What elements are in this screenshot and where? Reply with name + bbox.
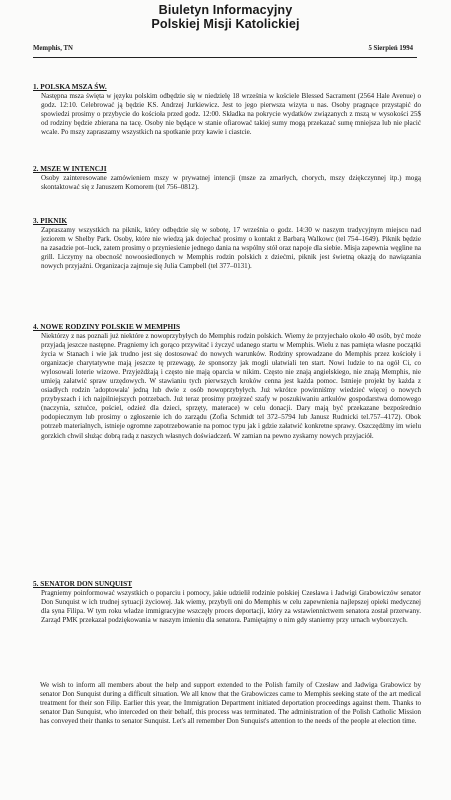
section-body: Pragniemy poinformować wszystkich o poparciu i pomocy, jakie udzielił rodzinie polskiej Czesława i Jadwigi Grabowiczów senator Don Sunquist w ich trudnej sytuacji życiowej. Jak wiemy, przybyli oni do Memphis w celu zapewnienia najlepszej opieki medycznej dla syna Filipa. W tym roku władze immigracyjne wszczęły proces deportacji, który za wstawiennictwem senatora został przerwany. Zarząd PMK przekazał podziękowania w naszym imieniu dla senatora. Pamiętajmy o nim gdy staniemy przy urnach wyborczych. [41, 589, 421, 625]
section-piknik [33, 216, 421, 271]
masthead [0, 3, 451, 31]
section-msze-w-intencji [33, 164, 421, 192]
english-paragraph: We wish to inform all members about the help and support extended to the Polish family of Czesław and Jadwiga Grabowicz by senator Don Sunquist during a difficult situation. We all know that the Grabowiczes came to Memphis seeking state of the art medical treatment for their son Filip. Earlier this year, the Immigration Department initiated deportation proceedings against them. Thanks to senator Dan Sunquist, who interceded on their behalf, this process was terminated. The administration of the Polish Catholic Mission has conveyed their thanks to senator Sunquist. Let's all remember Don Sunquist's attention to the needs of the people at election time. [40, 681, 421, 726]
section-body: Niektórzy z nas poznali już niektóre z nowoprzybyłych do Memphis rodzin polskich. Wiemy że przyjechało około 40 osób, być może przyjadą jeszcze następne. Pragniemy ich gorąco przywitać i życzyć udanego startu w Memphis. Wielu z nas pamięta własne początki życia w Stanach i wie jak trudno jest się dostosować do nowych warunków. Rodziny sprowadzane do Memphis przez kościoły i organizacje charytatywne mają jeszcze tę przewagę, że sponsorzy jak mogli ułatwiali ten start. Nowi ludzie to na ogół Ci, co wylosowali loterie wizowe. Przyjeżdżają i często nie mają oparcia w nikim. Często nie znają angielskiego, nie znają Memphis, nie umieją załatwić spraw urzędowych. W stawianiu tych pierwszych kroków cenna jest każda pomoc. Istnieje projekt by każda z osiadłych rodzin 'adoptowała' jedną lub dwie z osób nowoprzybyłych. Już wkrótce powinniśmy wiedzieć więcej o nowych przybyszach i ich najpilniejszych potrzebach. Już teraz prosimy przejrzeć szafy w poszukiwaniu artkułów gospodarstwa domowego (naczynia, sztućce, pościel, odzież dla dzieci, sprzęty, materace) w celu donacji. Dary mają być przekazane bezpośrednio podopiecznym lub prosimy o zgłoszenie ich do zarządu (Zofia Schmidt tel 372–5794 lub Janusz Rudnicki tel.757–4172). Obok potrzeb materialnych, istnieje ogromne zapotrzebowanie na pomoc typu jak i gdzie załatwić konkretne sprawy. Oszczędźmy im wielu gorzkich chwil służąc dobrą radą z naszych własnych doświadczeń. W zamian na pewno zyskamy nowych przyjaciół. [41, 332, 421, 440]
section-nowe-rodziny [33, 322, 421, 441]
section-title: 5. SENATOR DON SUNQUIST [33, 579, 133, 588]
location-label: Memphis, TN [33, 45, 73, 52]
section-polska-msza [33, 82, 421, 137]
section-body: Zapraszamy wszystkich na piknik, który odbędzie się w sobotę, 17 września o godz. 14:30 w naszym tradycyjnym miejscu nad jeziorem w Shelby Park. Osoby, które nie wiedzą jak dojechać prosimy o kontakt z Barbarą Walkowc (tel 754–1649). Piknik będzie na zasadzie pot–luck, zatem prosimy o przyniesienie jednego dania na wspólny stół oraz napoje dla siebie. Misja zapewnia węgline na grill. Liczymy na obecność nowoosiedlonych w Memphis rodzin polskich z dziećmi, piknik jest świetną okazją do nawiązania nowych przyjaźni. Organizacja zajmuje się Julia Campbell (tel 377–0131). [41, 226, 421, 271]
section-title: 1. POLSKA MSZA ŚW. [33, 82, 107, 91]
divider-top [33, 57, 417, 58]
masthead-meta [33, 45, 413, 52]
section-body: Następna msza święta w języku polskim odbędzie się w niedzielę 18 września w kościele Blessed Sacrament (2564 Hale Avenue) o godz. 12:10. Celebrować ją będzie KS. Andrzej Jurkiewicz. Jest to jego pierwsza wizyta u nas. Osoby pragnące przystąpić do spowiedzi prosimy o przybycie do kościoła przed godz. 12:00. Składka na pokrycie wydatków związanych z mszą w wysokości 25$ od rodziny będzie zbierana na tacę. Osoby nie będące w stanie ofiarować takiej sumy mogą przekazać sumę mniejsza lub nie płacić wcale. Po mszy zapraszamy wszystkich na spotkanie przy kawie i ciastcie. [41, 92, 421, 137]
section-senator [33, 579, 421, 625]
section-title: 4. NOWE RODZINY POLSKIE W MEMPHIS [33, 322, 181, 331]
section-title: 2. MSZE W INTENCJI [33, 164, 107, 173]
masthead-title-line1: Biuletyn Informacyjny [158, 3, 293, 17]
masthead-title-line2: Polskiej Misji Katolickiej [151, 17, 300, 31]
section-body: Osoby zainteresowane zamówieniem mszy w prywatnej intencji (msze za zmarłych, chorych, mszy dziękczynnej itp.) mogą skontaktować się z Januszem Komorem (tel 756–0812). [41, 174, 421, 192]
date-label: 5 Sierpień 1994 [368, 45, 413, 52]
section-title: 3. PIKNIK [33, 216, 68, 225]
